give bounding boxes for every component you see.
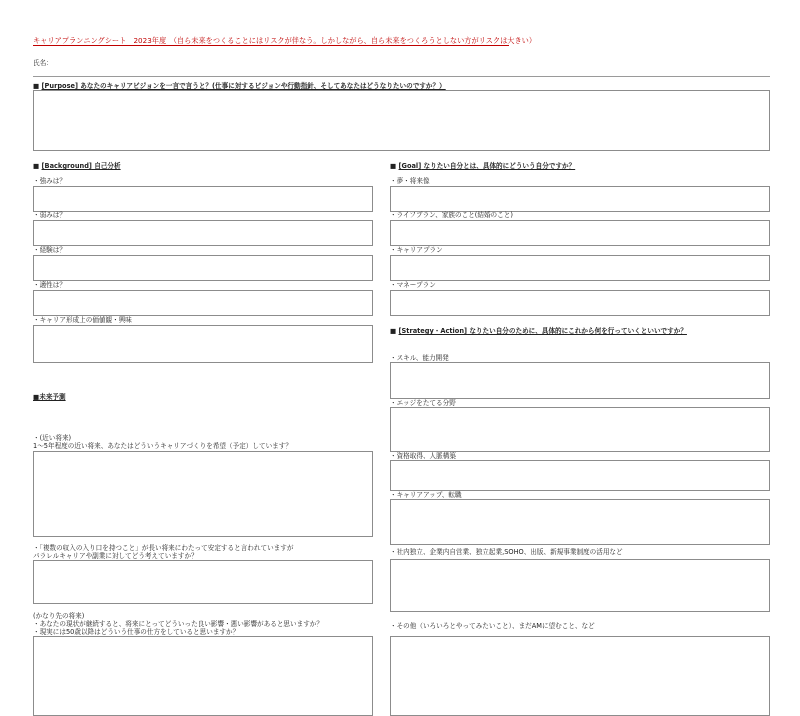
money-plan-field[interactable] [390, 290, 770, 316]
career-plan-field[interactable] [390, 255, 770, 281]
strategy-heading-text: なりたい自分のために、具体的にこれから何を行っていくといいですか？ [467, 327, 687, 335]
edge-field[interactable] [390, 407, 770, 452]
edge-field-label: ・エッジをたてる分野 [390, 399, 456, 407]
certification-label: ・資格取得、人脈構築 [390, 452, 456, 460]
income-question-line2: パラレルキャリアや副業に対してどう考えていますか？ [33, 552, 198, 560]
values-label: ・キャリア形成上の価値観・興味 [33, 316, 132, 324]
other-label: ・その他（いろいろとやってみたいこと）、まだAMに望むこと、など [390, 622, 595, 630]
weaknesses-label: ・弱みは？ [33, 211, 66, 219]
income-question-line1: ・「複数の収入の入り口を持つこと」が長い将来にわたって安定すると言われていますが [33, 544, 294, 552]
title-underline [33, 45, 509, 46]
name-label: 氏名： [33, 59, 53, 67]
life-plan-label: ・ライフプラン、家族のこと(結婚のこと) [390, 211, 513, 219]
forecast-heading-text: ■未来予測 [33, 393, 66, 401]
near-future-question: 1〜5年程度の近い将来、あなたはどういうキャリアづくりを希望（予定）しています？ [33, 442, 292, 450]
goal-heading [390, 160, 575, 170]
experience-label: ・経験は？ [33, 246, 66, 254]
background-tag: [Background] [41, 162, 92, 170]
section-marker: ■ [390, 327, 397, 335]
near-future-field[interactable] [33, 451, 373, 537]
other-field[interactable] [390, 636, 770, 716]
strategy-heading [390, 325, 687, 335]
career-plan-label: ・キャリアプラン [390, 246, 443, 254]
aptitude-label: ・適性は？ [33, 281, 66, 289]
money-plan-label: ・マネープラン [390, 281, 436, 289]
forecast-heading [33, 391, 66, 401]
purpose-tag: [Purpose] [41, 82, 78, 90]
purpose-heading-text: あなたのキャリアビジョンを一言で言うと？(仕事に対するビジョンや行動指針、そしてあなたはどうなりたいのですか？） [77, 82, 446, 90]
far-future-field[interactable] [33, 636, 373, 716]
dream-field[interactable] [390, 186, 770, 212]
section-marker: ■ [33, 162, 40, 170]
near-future-label: ・(近い将来) [33, 434, 72, 442]
skills-label: ・スキル、能力開発 [390, 354, 449, 362]
dream-label: ・夢・将来像 [390, 177, 430, 185]
goal-tag: [Goal] [398, 162, 422, 170]
independence-field[interactable] [390, 559, 770, 612]
career-up-field[interactable] [390, 499, 770, 545]
income-field[interactable] [33, 560, 373, 604]
experience-field[interactable] [33, 255, 373, 281]
strengths-label: ・強みは？ [33, 177, 66, 185]
far-future-question1: ・あなたの現状が継続すると、将来にとってどういった良い影響・悪い影響があると思いますか？ [33, 620, 323, 628]
sheet-title: キャリアプランニングシート 2023年度 （自ら未来をつくることにはリスクが伴なう。しかしながら、自ら未来をつくろうとしない方がリスクは大きい） [33, 36, 537, 45]
background-heading-text: 自己分析 [91, 162, 121, 170]
certification-field[interactable] [390, 460, 770, 491]
aptitude-field[interactable] [33, 290, 373, 316]
purpose-field[interactable] [33, 90, 770, 151]
goal-heading-text: なりたい自分とは、具体的にどういう自分ですか？ [421, 162, 576, 170]
strategy-tag: [Strategy・Action] [398, 327, 468, 335]
purpose-heading [33, 80, 446, 90]
far-future-label: (かなり先の将来) [33, 612, 85, 620]
strengths-field[interactable] [33, 186, 373, 212]
background-heading [33, 160, 121, 170]
life-plan-field[interactable] [390, 220, 770, 246]
weaknesses-field[interactable] [33, 220, 373, 246]
section-marker: ■ [33, 82, 40, 90]
career-up-label: ・キャリアアップ、転職 [390, 491, 462, 499]
skills-field[interactable] [390, 362, 770, 399]
name-line [33, 76, 770, 77]
values-field[interactable] [33, 325, 373, 363]
section-marker: ■ [390, 162, 397, 170]
far-future-question2: ・現実には50歳以降はどういう仕事の仕方をしていると思いますか？ [33, 628, 240, 636]
independence-label: ・社内独立、企業内自営業、独立起業,SOHO、出版、新規事業制度の活用など [390, 548, 623, 556]
